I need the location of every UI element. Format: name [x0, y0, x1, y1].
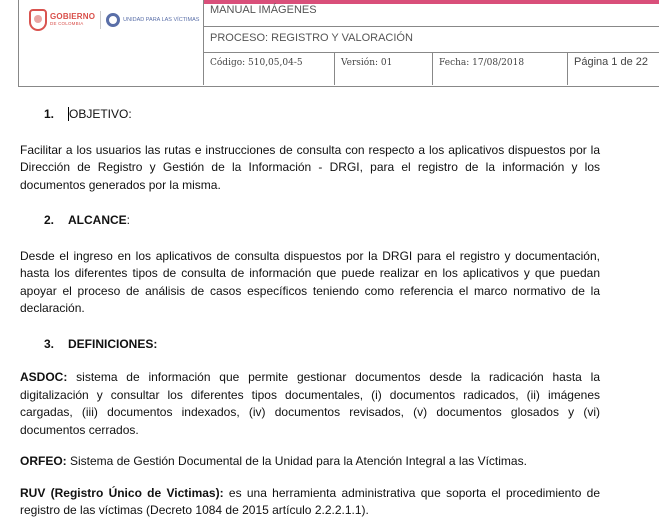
date-cell: Fecha: 17/08/2018: [433, 53, 568, 85]
process-row: [204, 27, 659, 53]
code-cell: Código: 510,05,04-5: [204, 53, 335, 85]
section-heading-definiciones: 3. DEFINICIONES:: [44, 336, 158, 351]
document-body: [20, 96, 600, 520]
definition-term: RUV (Registro Único de Victimas):: [20, 485, 224, 500]
definition-orfeo: [20, 453, 600, 471]
process-title: PROCESO: REGISTRO Y VALORACIÓN: [210, 32, 413, 44]
definition-text: sistema de información que permite gestionar documentos desde la radicación hasta la digitalización y consultar los diferentes tipos documentales, (i) documentos radicados, (ii) imágenes cargadas, (iii) documentos indexados, (iv) documentos revisados, (v) documentos glosados y (vi) documentos cerrados.: [20, 370, 600, 437]
definition-text: es una herramienta administrativa que soporta el procedimiento de registro de las víctimas (Decreto 1084 de 2015 artículo 2.2.2.1.1).: [20, 485, 600, 517]
colombia-crest-icon: [29, 9, 47, 31]
meta-row: [204, 53, 659, 85]
alcance-text: Desde el ingreso en los aplicativos de consulta dispuestos por la DRGI para el registro y documentación, hasta los diferentes tipos de consulta de información que puede realizar en los aplicativos y que puedan apoyar el proceso de análisis de casos específicos teniendo como referencia el marco normativo de la declaración.: [20, 248, 600, 315]
definition-term: ORFEO:: [20, 454, 67, 468]
gov-logo-sub: DE COLOMBIA: [50, 21, 84, 26]
logo-cell: [19, 0, 204, 85]
manual-title-row: [204, 0, 659, 27]
heading-suffix: :: [126, 213, 131, 227]
definition-term: ASDOC:: [20, 370, 68, 384]
definition-text: Sistema de Gestión Documental de la Unidad para la Atención Integral a las Víctimas.: [66, 454, 527, 468]
page-number: Página 1 de 22: [574, 56, 649, 68]
objetivo-text: Facilitar a los usuarios las rutas e instrucciones de consulta con respecto a los aplicativos dispuestos por la Dirección de Registro y Gestión de la Información - DRGI, para el registro de la información y los documentos generados por la misma.: [20, 142, 600, 192]
section-heading-alcance: 2. ALCANCE:: [44, 213, 131, 227]
gov-logo-main: GOBIERNO: [50, 12, 96, 21]
document-header: [18, 0, 659, 87]
heading-suffix: :: [128, 107, 132, 121]
unit-logo-text: UNIDAD PARA LAS VÍCTIMAS: [123, 17, 200, 23]
manual-title: MANUAL IMÁGENES: [210, 4, 317, 16]
heading-alcance-title: ALCANCE: [68, 213, 127, 227]
version-cell: Versión: 01: [335, 53, 433, 85]
definition-asdoc: [20, 369, 600, 439]
section-heading-objetivo: 1. OBJETIVO:: [44, 107, 132, 121]
logo-divider: [100, 11, 101, 29]
heading-definiciones-title: DEFINICIONES:: [68, 336, 158, 351]
gov-logo-text: [50, 13, 95, 27]
heading-objetivo-title: OBJETIVO: [69, 107, 129, 121]
unidad-victimas-icon: [106, 13, 120, 27]
logos: [29, 9, 199, 31]
definition-ruv: [20, 485, 600, 520]
